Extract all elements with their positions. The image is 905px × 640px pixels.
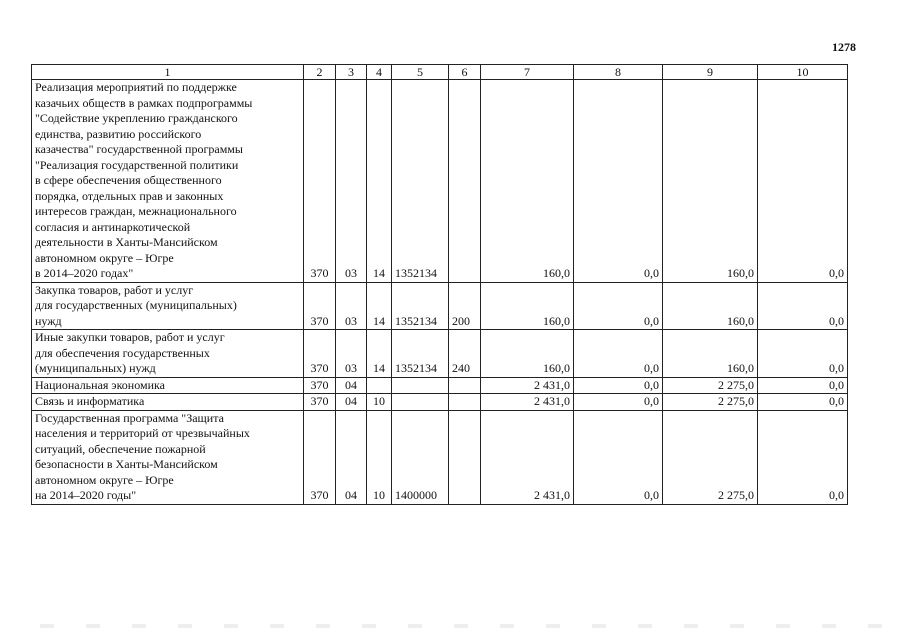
column-header-4: 4	[367, 65, 392, 80]
amount-col-10: 0,0	[758, 394, 848, 411]
row-name: Национальная экономика	[32, 377, 304, 394]
table-row	[32, 410, 848, 504]
subsection-code: 14	[367, 282, 392, 330]
row-name: Государственная программа "Защита населения и территорий от чрезвычайных ситуаций, обеспечение пожарной безопасности в Ханты-Мансийском автономном округе – Югре на 2014–2020 годы"	[32, 410, 304, 504]
amount-col-8: 0,0	[574, 377, 663, 394]
section-code: 04	[336, 410, 367, 504]
header-row	[32, 65, 848, 80]
amount-col-10: 0,0	[758, 410, 848, 504]
amount-col-8: 0,0	[574, 394, 663, 411]
target-article-code: 1352134	[392, 330, 449, 378]
amount-col-8: 0,0	[574, 410, 663, 504]
amount-col-10: 0,0	[758, 282, 848, 330]
target-article-code: 1352134	[392, 80, 449, 283]
column-header-8: 8	[574, 65, 663, 80]
section-code: 04	[336, 394, 367, 411]
ministry-code: 370	[304, 410, 336, 504]
section-code: 04	[336, 377, 367, 394]
subsection-code	[367, 377, 392, 394]
amount-col-7: 2 431,0	[481, 394, 574, 411]
expense-type-code	[449, 377, 481, 394]
row-name: Закупка товаров, работ и услуг для государственных (муниципальных) нужд	[32, 282, 304, 330]
amount-col-9: 160,0	[663, 282, 758, 330]
ministry-code: 370	[304, 80, 336, 283]
column-header-3: 3	[336, 65, 367, 80]
amount-col-8: 0,0	[574, 330, 663, 378]
expense-type-code	[449, 410, 481, 504]
amount-col-9: 160,0	[663, 80, 758, 283]
amount-col-9: 2 275,0	[663, 394, 758, 411]
amount-col-7: 160,0	[481, 282, 574, 330]
target-article-code	[392, 377, 449, 394]
subsection-code: 10	[367, 410, 392, 504]
ministry-code: 370	[304, 330, 336, 378]
section-code: 03	[336, 80, 367, 283]
amount-col-10: 0,0	[758, 330, 848, 378]
page-number: 1278	[832, 40, 856, 54]
expense-type-code: 200	[449, 282, 481, 330]
target-article-code: 1400000	[392, 410, 449, 504]
expense-type-code	[449, 80, 481, 283]
table-row	[32, 282, 848, 330]
column-header-10: 10	[758, 65, 848, 80]
amount-col-7: 2 431,0	[481, 377, 574, 394]
table-row	[32, 330, 848, 378]
subsection-code: 14	[367, 330, 392, 378]
amount-col-9: 2 275,0	[663, 410, 758, 504]
table-row	[32, 80, 848, 283]
expense-type-code: 240	[449, 330, 481, 378]
target-article-code	[392, 394, 449, 411]
section-code: 03	[336, 330, 367, 378]
column-header-7: 7	[481, 65, 574, 80]
target-article-code: 1352134	[392, 282, 449, 330]
row-name: Иные закупки товаров, работ и услуг для обеспечения государственных (муниципальных) нужд	[32, 330, 304, 378]
subsection-code: 10	[367, 394, 392, 411]
amount-col-7: 160,0	[481, 80, 574, 283]
amount-col-9: 160,0	[663, 330, 758, 378]
row-name: Связь и информатика	[32, 394, 304, 411]
scan-artifact-strip	[40, 624, 890, 628]
ministry-code: 370	[304, 394, 336, 411]
column-header-9: 9	[663, 65, 758, 80]
table-row	[32, 394, 848, 411]
budget-table	[31, 64, 848, 505]
column-header-6: 6	[449, 65, 481, 80]
section-code: 03	[336, 282, 367, 330]
expense-type-code	[449, 394, 481, 411]
amount-col-10: 0,0	[758, 80, 848, 283]
column-header-5: 5	[392, 65, 449, 80]
column-header-2: 2	[304, 65, 336, 80]
amount-col-7: 2 431,0	[481, 410, 574, 504]
amount-col-9: 2 275,0	[663, 377, 758, 394]
amount-col-8: 0,0	[574, 80, 663, 283]
amount-col-7: 160,0	[481, 330, 574, 378]
ministry-code: 370	[304, 377, 336, 394]
amount-col-10: 0,0	[758, 377, 848, 394]
ministry-code: 370	[304, 282, 336, 330]
row-name: Реализация мероприятий по поддержке казачьих обществ в рамках подпрограммы "Содействие укреплению гражданского единства, развитию российского казачества" государственной программы "Реализация государственной политики в сфере обеспечения общественного порядка, отдельных прав и законных интересов граждан, межнационального согласия и антинаркотической деятельности в Ханты-Мансийском автономном округе – Югре в 2014–2020 годах"	[32, 80, 304, 283]
table-row	[32, 377, 848, 394]
column-header-1: 1	[32, 65, 304, 80]
subsection-code: 14	[367, 80, 392, 283]
amount-col-8: 0,0	[574, 282, 663, 330]
